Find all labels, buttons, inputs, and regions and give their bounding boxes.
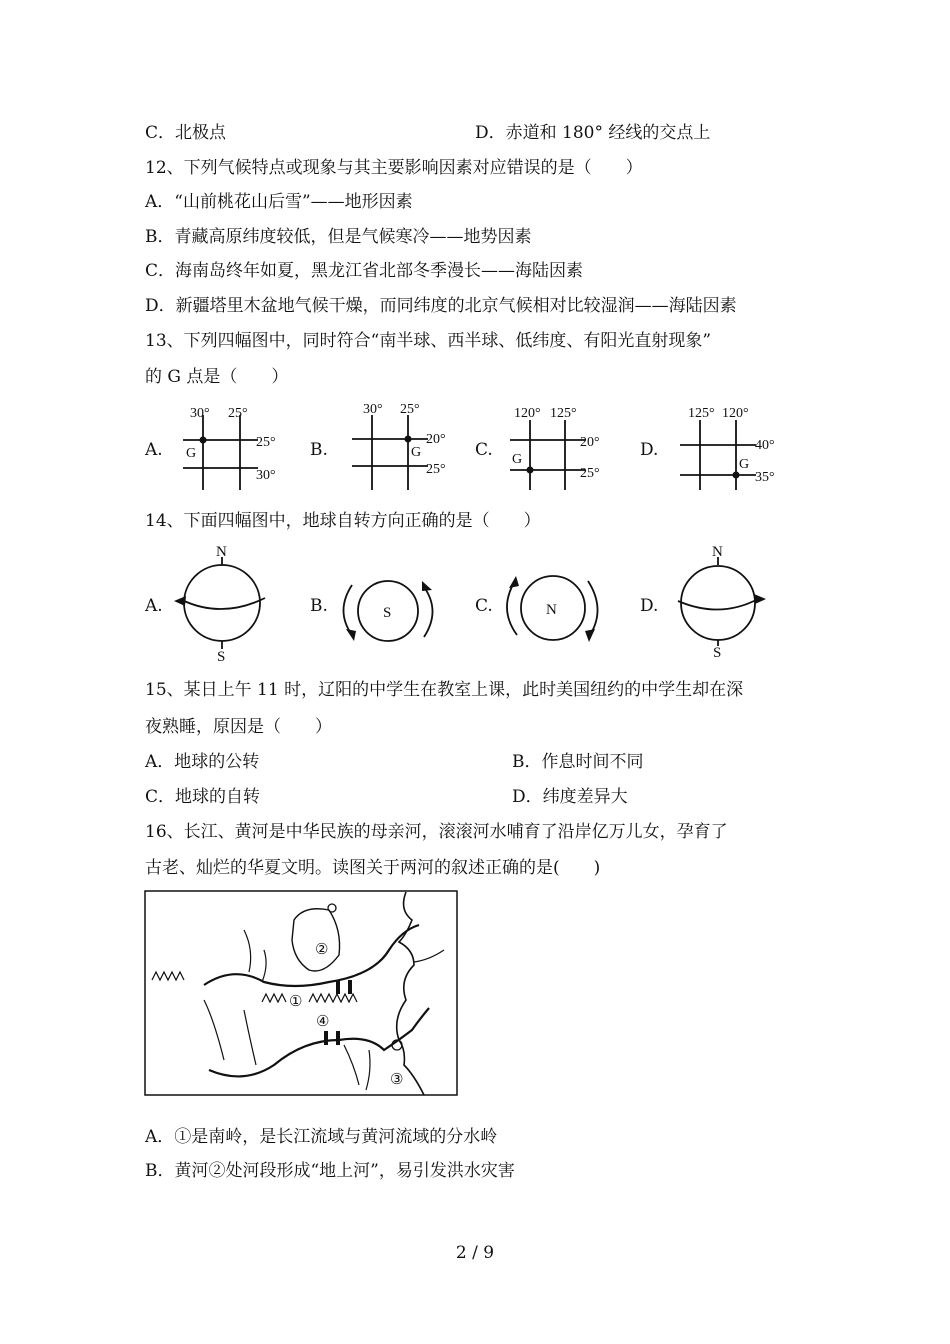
q13-point-a (200, 437, 207, 444)
q16-stem-line2: 古老、灿烂的华夏文明。读图关于两河的叙述正确的是( ) (145, 858, 601, 878)
q14-figures (0, 543, 950, 663)
q13-d-right1: 40° (755, 438, 775, 453)
q13-b-point-label: G (411, 445, 422, 460)
page-number: 2 / 9 (455, 1243, 495, 1263)
q13-a-right1: 25° (256, 435, 276, 450)
q14-arrow-d (754, 594, 766, 604)
q13-point-d (733, 472, 740, 479)
q14-a-north: N (216, 544, 227, 560)
q13-point-c (527, 467, 534, 474)
q11-option-c: C．北极点 (145, 123, 227, 143)
q13-a-top1: 30° (190, 406, 210, 421)
q14-d-south: S (713, 645, 722, 661)
q15-option-a: A．地球的公转 (145, 752, 260, 772)
q13-a-point-label: G (186, 446, 197, 461)
map-label-3: ③ (390, 1072, 404, 1088)
q12-option-a: A．“山前桃花山后雪”——地形因素 (145, 192, 413, 212)
q13-fig-d (680, 420, 756, 490)
q16-river-map (144, 890, 460, 1098)
q14-arrow-c-right (585, 629, 595, 642)
q15-option-c: C．地球的自转 (145, 787, 261, 807)
q14-b-pole: S (383, 605, 392, 621)
q13-figures (0, 395, 950, 505)
q13-b-top2: 25° (400, 402, 420, 417)
q13-c-top2: 125° (550, 406, 577, 421)
q15-stem-line1: 15、某日上午 11 时，辽阳的中学生在教室上课，此时美国纽约的中学生却在深 (145, 680, 744, 700)
river-source-marker (328, 904, 336, 912)
yellow-river (204, 925, 419, 986)
q16-stem-line1: 16、长江、黄河是中华民族的母亲河，滚滚河水哺育了沿岸亿万儿女，孕育了 (145, 822, 728, 842)
q14-label-a: A. (145, 596, 163, 616)
q13-c-point-label: G (512, 452, 523, 467)
q13-c-right1: 20° (580, 435, 600, 450)
q13-b-right1: 20° (426, 432, 446, 447)
q14-label-b: B. (310, 596, 328, 616)
coastline (397, 892, 424, 1095)
q16-option-b: B．黄河②处河段形成“地上河”，易引发洪水灾害 (145, 1161, 515, 1181)
q11-option-d: D．赤道和 180° 经线的交点上 (475, 123, 711, 143)
q13-b-top1: 30° (363, 402, 383, 417)
q13-label-d: D. (640, 440, 659, 460)
q12-option-b: B．青藏高原纬度较低，但是气候寒冷——地势因素 (145, 227, 532, 247)
q13-label-c: C. (475, 440, 493, 460)
q13-label-a: A. (145, 440, 163, 460)
q14-d-north: N (712, 544, 723, 560)
q12-stem: 12、下列气候特点或现象与其主要影响因素对应错误的是（ ） (145, 158, 643, 178)
q15-option-b: B．作息时间不同 (512, 752, 644, 772)
q13-c-top1: 120° (514, 406, 541, 421)
q14-label-d: D. (640, 596, 659, 616)
map-label-4: ④ (316, 1014, 330, 1030)
q14-a-south: S (217, 649, 226, 663)
dam-symbols (324, 980, 352, 1045)
q14-fig-a (182, 557, 265, 649)
q12-option-d: D．新疆塔里木盆地气候干燥，而同纬度的北京气候相对比较湿润——海陆因素 (145, 296, 737, 316)
q13-stem-line1: 13、下列四幅图中，同时符合“南半球、西半球、低纬度、有阳光直射现象” (145, 331, 712, 351)
q13-point-b (405, 436, 412, 443)
q13-b-right2: 25° (426, 462, 446, 477)
q13-d-top1: 125° (688, 406, 715, 421)
q14-c-pole: N (546, 602, 557, 618)
q14-label-c: C. (475, 596, 493, 616)
q13-d-right2: 35° (755, 470, 775, 485)
q14-arrow-b-left (346, 629, 356, 641)
q14-fig-d (678, 557, 758, 646)
q13-label-b: B. (310, 440, 328, 460)
q14-stem: 14、下面四幅图中，地球自转方向正确的是（ ） (145, 511, 541, 531)
q14-arrow-a (174, 596, 186, 606)
map-label-2: ② (315, 942, 329, 958)
q13-a-top2: 25° (228, 406, 248, 421)
yellow-river-basin-outline (292, 909, 340, 971)
q15-option-d: D．纬度差异大 (512, 787, 628, 807)
q12-option-c: C．海南岛终年如夏，黑龙江省北部冬季漫长——海陆因素 (145, 261, 584, 281)
q13-c-right2: 25° (580, 466, 600, 481)
q13-a-right2: 30° (256, 468, 276, 483)
q14-arrow-c-left (509, 576, 519, 588)
q13-d-point-label: G (739, 457, 750, 472)
map-label-1: ① (289, 994, 303, 1010)
q13-d-top2: 120° (722, 406, 749, 421)
q14-arrow-b-right (422, 581, 432, 591)
q15-stem-line2: 夜熟睡，原因是（ ） (145, 717, 332, 737)
q13-stem-line2: 的 G 点是（ ） (145, 367, 289, 387)
q16-option-a: A．①是南岭，是长江流域与黄河流域的分水岭 (145, 1127, 498, 1147)
